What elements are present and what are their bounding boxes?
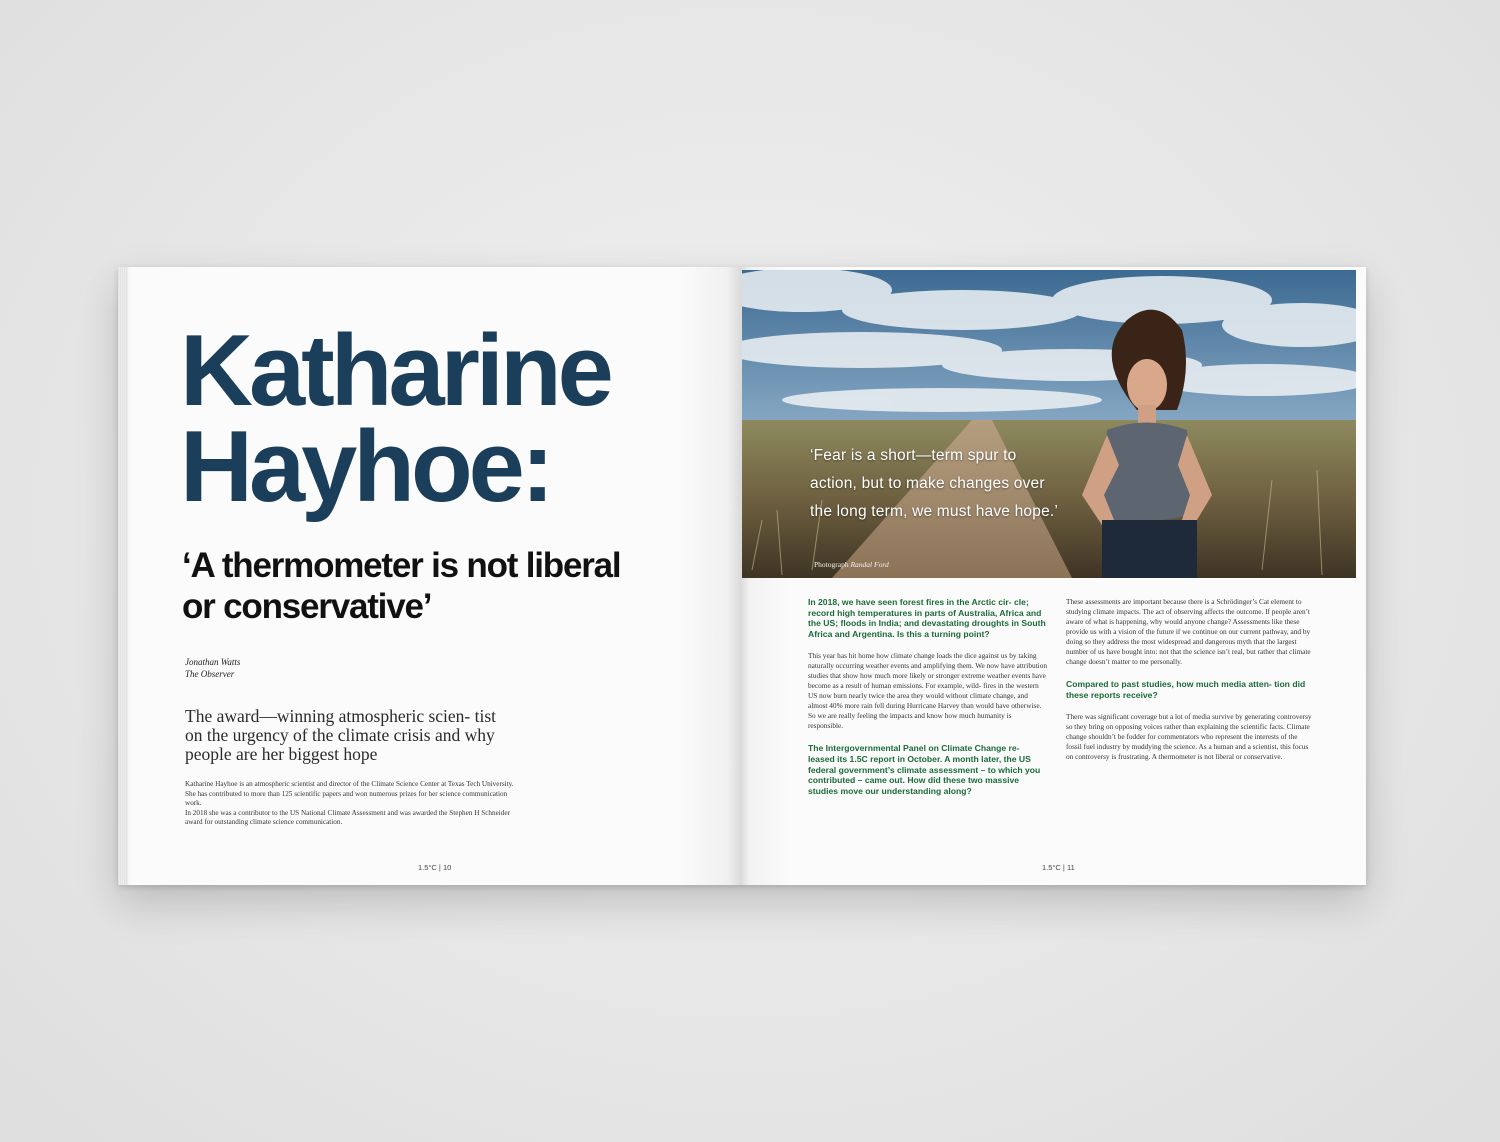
byline-author: Jonathan Watts [185,657,241,667]
page-edges [118,267,128,885]
byline [185,656,240,680]
photo-credit-name: Randal Ford [850,560,889,569]
interview-question: Compared to past studies, how much media atten- tion did these reports receive? [1066,679,1306,700]
article-column-2 [1066,597,1312,774]
subtitle-line-1: ‘A thermometer is not liberal [182,546,621,585]
pull-quote: ‘Fear is a short—term spur to action, but to make changes over the long term, we must have hope.’ [810,447,1059,520]
magazine-spread [118,267,1366,885]
portrait-photo [742,270,1356,578]
standfirst: The award—winning atmospheric scien- tist on the urgency of the climate crisis and why people are her biggest hope [185,706,497,764]
headline-line-1: Katharine [180,315,610,427]
headline-subtitle [182,545,682,627]
page-number-left: 1.5°C | 10 [418,863,452,872]
headline-line-2: Hayhoe: [180,411,551,523]
interview-answer: These assessments are important because there is a Schrödinger’s Cat element to studying climate impacts. The act of observing affects the outcome. If people aren’t aware of what is happening, why would anyone change? Assessments like these provide us with a vision of the future if we continue on our current pathway, and by doing so they address the most widespread and dangerous myth that the largest number of us have bought into: not that the science isn’t real, but rather that climate change doesn’t matter to me personally. [1066,597,1311,666]
interview-answer: This year has hit home how climate change loads the dice against us by taking naturally occurring weather events and amplifying them. We now have attribution studies that show how much more likely or stronger extreme weather events have become as a result of human emissions. For example, wild- fires in the western US now burn nearly twice the area they would without climate change, and almost 40% more rain fell during Hurricane Harvey than would have otherwise. So we are really feeling the impacts and know how much humanity is responsible. [808,651,1047,731]
bio-paragraph: Katharine Hayhoe is an atmospheric scientist and director of the Climate Science Center at Texas Tech University. She has contributed to more than 125 scientific papers and won numerous prizes for her science communication work. [185,780,514,808]
photo-illustration [742,270,1356,578]
subtitle-line-2: or conservative’ [182,587,432,626]
headline-name [180,315,610,523]
left-page [118,267,740,885]
interview-question: In 2018, we have seen forest fires in the Arctic cir- cle; record high temperatures in parts of Australia, Africa and the US; floods in India; and devastating droughts in South Africa and Argentina. Is this a turning point? [808,597,1046,639]
photo-credit [814,560,889,569]
article-column-1 [808,597,1048,808]
interview-question: The Intergovernmental Panel on Climate Change re- leased its 1.5C report in October. A month later, the US federal government’s climate assessment – to which you contributed – came out. How did these two massive studies move our understanding along? [808,743,1041,796]
bio-paragraph: In 2018 she was a contributor to the US National Climate Assessment and was awarded the Stephen H Schneider award for outstanding climate science communication. [185,808,510,827]
byline-publication: The Observer [185,669,235,679]
photo-credit-label: Photograph [814,560,849,569]
author-bio [185,780,515,828]
interview-answer: There was significant coverage but a lot of media survive by generating controversy so they bring on opposing voices rather than explaining the scientific facts. Climate change shouldn’t be fodder for commentators who represent the interests of the fossil fuel industry by muddying the science. As a human and a scientist, this focus on controversy is frustrating. A thermometer is not liberal or conservative. [1066,712,1312,762]
right-page [740,267,1366,885]
page-number-right: 1.5°C | 11 [1042,863,1075,872]
